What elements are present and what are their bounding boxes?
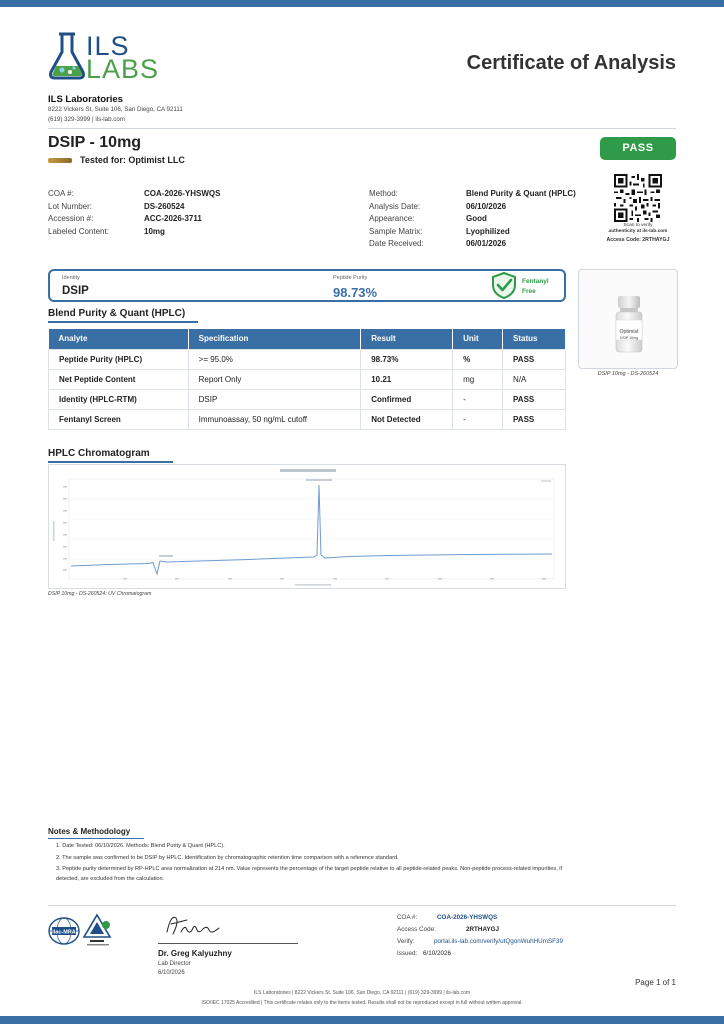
result-cell: Not Detected	[361, 409, 453, 429]
note-item: 2. The sample was confirmed to be DSIP by HPLC. Identification by chromatographic retention time comparison with a reference standard.	[56, 855, 399, 861]
fentanyl-line2: Free	[522, 288, 536, 295]
meta-label: Accession #:	[48, 214, 94, 223]
plot-title-placeholder	[280, 469, 336, 472]
spec-cell: >= 95.0%	[188, 349, 361, 369]
meta-row	[48, 227, 298, 239]
result-cell: 98.73%	[361, 349, 453, 369]
meta-value: ACC-2026-3711	[144, 214, 202, 223]
results-section-title: Blend Purity & Quant (HPLC)	[48, 308, 186, 319]
footer-disclaimer-line: ISO/IEC 17025 Accredited | This certificate relates only to the items tested. Results shall not be reproduced except in full without written approval.	[201, 1000, 523, 1006]
meta-row	[48, 189, 298, 202]
signature-date: 6/10/2026	[158, 970, 185, 976]
meta-value: Good	[466, 214, 487, 223]
fentanyl-line1: Fentanyl	[522, 278, 549, 285]
fentanyl-free-text	[522, 277, 549, 297]
verification-block	[397, 914, 677, 964]
top-brand-bar	[0, 0, 724, 7]
unit-cell: -	[453, 389, 503, 409]
meta-label: Sample Matrix:	[369, 227, 423, 236]
meta-value: DS-260524	[144, 202, 185, 211]
verify-issued-label: Issued:	[397, 950, 418, 957]
tested-for: Tested for: Optimist LLC	[80, 155, 185, 165]
chromatogram-section-underline	[48, 461, 173, 463]
qr-note	[598, 223, 678, 234]
lab-address: 8222 Vickers St, Suite 106, San Diego, CA 92111	[48, 106, 183, 113]
chromatogram-image	[48, 464, 566, 589]
logo-text-ils: ILS	[86, 31, 130, 61]
table-row	[49, 389, 566, 409]
signatory-name: Dr. Greg Kalyuzhny	[158, 949, 232, 958]
plot-legend-placeholder	[541, 480, 551, 482]
meta-row	[48, 214, 298, 227]
verify-coa-value: COA-2026-YHSWQS	[437, 914, 498, 921]
meta-value: 06/01/2026	[466, 239, 507, 248]
meta-label: Lot Number:	[48, 202, 93, 211]
shield-check-icon	[490, 271, 518, 300]
notes-title: Notes & Methodology	[48, 827, 131, 836]
svg-text:ilac-MRA: ilac-MRA	[52, 929, 76, 936]
column-header-status: Status	[503, 329, 566, 349]
signature-line	[158, 943, 298, 944]
verify-url-label: Verify:	[397, 938, 415, 945]
vial-photo	[578, 269, 678, 369]
bottom-brand-bar	[0, 1016, 724, 1024]
purity-value: 98.73%	[333, 285, 378, 300]
verify-access-value: 2RTHAYGJ	[466, 926, 500, 933]
unit-cell: mg	[453, 369, 503, 389]
qr-note-line1: Scan to verify	[623, 223, 653, 228]
meta-label: Labeled Content:	[48, 227, 109, 236]
result-cell: 10.21	[361, 369, 453, 389]
meta-right	[369, 189, 599, 251]
meta-row	[369, 239, 599, 251]
meta-label: Appearance:	[369, 214, 415, 223]
qr-code-icon[interactable]	[614, 174, 662, 222]
column-header-specification: Specification	[188, 329, 361, 349]
column-header-unit: Unit	[453, 329, 503, 349]
vial-caption: DSIP 10mg - DS-260524	[597, 371, 659, 377]
meta-value: Lyophilized	[466, 227, 510, 236]
vial-icon	[609, 292, 649, 362]
spec-cell: Immunoassay, 50 ng/mL cutoff	[188, 409, 361, 429]
overall-pass-badge: PASS	[600, 137, 676, 160]
meta-label: Date Received:	[369, 239, 424, 248]
table-row	[49, 369, 566, 389]
notes-underline	[48, 838, 144, 839]
summary-box	[48, 269, 566, 302]
document-title: Certificate of Analysis	[466, 52, 676, 74]
qr-note-line2: authenticity at ils-lab.com	[608, 228, 668, 234]
analyte-cell: Peptide Purity (HPLC)	[49, 349, 189, 369]
qr-access-code: Access Code: 2RTHAYGJ	[606, 237, 670, 243]
meta-label: COA #:	[48, 189, 74, 198]
verify-url-link[interactable]: portal.ils-lab.com/verify/utQgonWuhHUmSF39	[434, 938, 564, 945]
table-row	[49, 349, 566, 369]
lab-logo	[48, 30, 158, 82]
peak-label-placeholder	[306, 479, 332, 481]
footer-contact-line: ILS Laboratories | 8222 Vickers St, Suite 106, San Diego, CA 92111 | (619) 329-3999 | ils-lab.com	[254, 990, 470, 996]
signature-icon	[163, 908, 223, 942]
flask-icon	[48, 30, 88, 82]
column-header-analyte: Analyte	[49, 329, 189, 349]
accreditation-body-logo-icon	[82, 913, 114, 949]
column-header-result: Result	[361, 329, 453, 349]
note-item: detected, are excluded from the calculation.	[56, 876, 165, 882]
results-header-row	[49, 329, 566, 349]
status-cell: PASS	[503, 409, 566, 429]
lab-contact: (619) 329-3999 | ils-lab.com	[48, 116, 125, 123]
spec-cell: Report Only	[188, 369, 361, 389]
results-table	[48, 329, 566, 430]
product-title: DSIP - 10mg	[48, 134, 142, 151]
minor-peak-label-placeholder	[159, 555, 173, 557]
client-logo-icon	[48, 158, 72, 163]
footer-divider	[48, 905, 676, 906]
header-divider	[48, 128, 676, 129]
chromatogram-section-title: HPLC Chromatogram	[48, 448, 150, 459]
note-item: 3. Peptide purity determined by RP-HPLC area normalization at 214 nm. Value represents the percentage of the target peptide relative to all peptide-related peaks. Non-peptide process-related impurities, if	[56, 866, 563, 872]
meta-row	[369, 189, 599, 202]
signatory-role: Lab Director	[158, 961, 191, 967]
x-axis-label-placeholder	[295, 584, 331, 586]
verify-issued-value: 6/10/2026	[423, 950, 452, 957]
meta-row	[48, 202, 298, 214]
identity-value: DSIP	[62, 285, 89, 297]
verify-coa-label: COA #:	[397, 914, 418, 921]
verify-access-label: Access Code:	[397, 926, 436, 933]
chromatogram-plot	[49, 465, 567, 590]
vial-label-line1: Optimist	[619, 329, 639, 335]
table-row	[49, 409, 566, 429]
logo-text-labs: LABS	[86, 54, 160, 84]
page-number: Page 1 of 1	[635, 978, 676, 987]
y-tick-labels	[63, 486, 67, 571]
meta-left	[48, 189, 298, 239]
meta-value: COA-2026-YHSWQS	[144, 189, 221, 198]
meta-label: Analysis Date:	[369, 202, 421, 211]
meta-label: Method:	[369, 189, 398, 198]
analyte-cell: Fentanyl Screen	[49, 409, 189, 429]
spec-cell: DSIP	[188, 389, 361, 409]
ilac-mra-logo-icon	[48, 916, 80, 946]
chromatogram-caption: DSIP 10mg - DS-260524: UV Chromatogram	[48, 591, 152, 597]
unit-cell: -	[453, 409, 503, 429]
meta-value: Blend Purity & Quant (HPLC)	[466, 189, 576, 198]
lab-name: ILS Laboratories	[48, 94, 123, 105]
meta-value: 10mg	[144, 227, 165, 236]
note-item: 1. Date Tested: 06/10/2026. Methods: Blend Purity & Quant (HPLC).	[56, 843, 225, 849]
analyte-cell: Identity (HPLC-RTM)	[49, 389, 189, 409]
analyte-cell: Net Peptide Content	[49, 369, 189, 389]
meta-row	[369, 227, 599, 239]
status-cell: PASS	[503, 349, 566, 369]
status-cell: PASS	[503, 389, 566, 409]
result-cell: Confirmed	[361, 389, 453, 409]
y-axis-label-placeholder	[53, 521, 55, 541]
meta-value: 06/10/2026	[466, 202, 507, 211]
meta-row	[369, 214, 599, 227]
identity-label: Identity	[62, 275, 80, 281]
results-section-underline	[48, 321, 198, 323]
unit-cell: %	[453, 349, 503, 369]
vial-label	[609, 329, 649, 341]
vial-label-line2: DSIP 10mg	[619, 336, 639, 340]
status-cell: N/A	[503, 369, 566, 389]
meta-row	[369, 202, 599, 214]
purity-label: Peptide Purity	[333, 275, 368, 281]
